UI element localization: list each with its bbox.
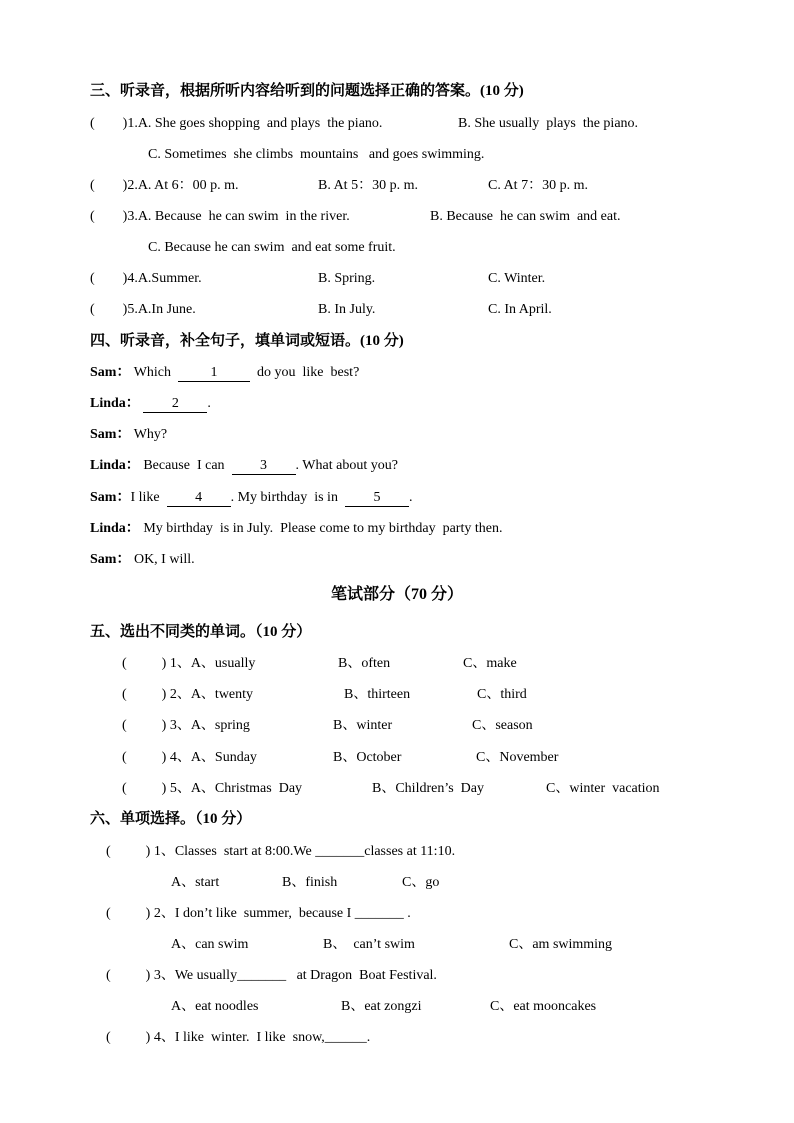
speaker-sam: Sam：	[90, 365, 131, 380]
q3-1-b: B. She usually plays the piano.	[458, 116, 639, 131]
q5-3-a: ( ) 3、A、spring	[122, 718, 250, 733]
q3-4-c: C. Winter.	[488, 271, 546, 286]
q5-1-c: C、make	[463, 656, 517, 671]
dialog-line-3	[90, 426, 167, 444]
dialog-text: do you like best?	[257, 365, 360, 380]
blank-1[interactable]: 1	[178, 365, 250, 382]
q5-2-c: C、third	[477, 687, 527, 702]
q5-3-c: C、season	[472, 718, 533, 733]
q5-1-b: B、often	[338, 656, 391, 671]
q6-4: ( ) 4、I like winter. I like snow,______.	[106, 1030, 371, 1045]
dialog-text: . My birthday is in	[230, 490, 338, 505]
q5-2-a: ( ) 2、A、twenty	[122, 687, 254, 702]
q3-5-a: ( )5.A.In June.	[90, 302, 196, 317]
dialog-line-1	[90, 364, 359, 382]
section5-heading: 五、选出不同类的单词。（10 分）	[90, 624, 312, 640]
q6-2-c: C、am swimming	[509, 937, 613, 952]
q6-3-b: B、eat zongzi	[341, 999, 422, 1014]
q6-2: ( ) 2、I don’t like summer, because I _______ .	[106, 906, 411, 921]
q3-3-a: ( )3.A. Because he can swim in the river.	[90, 209, 350, 224]
q5-4-b: B、October	[333, 750, 402, 765]
blank-2[interactable]: 2	[143, 396, 207, 413]
dialog-text: . What about you?	[295, 458, 398, 473]
q3-1-c: C. Sometimes she climbs mountains and goes swimming.	[148, 147, 485, 162]
speaker-linda: Linda：	[90, 458, 140, 473]
q5-5-a: ( ) 5、A、Christmas Day	[122, 781, 303, 796]
speaker-sam: Sam：	[90, 552, 131, 567]
q5-4-a: ( ) 4、A、Sunday	[122, 750, 257, 765]
q3-2-b: B. At 5：30 p. m.	[318, 178, 418, 193]
dialog-line-7	[90, 551, 195, 569]
q6-2-b: B、 can’t swim	[323, 937, 415, 952]
q6-3: ( ) 3、We usually_______ at Dragon Boat Festival.	[106, 968, 437, 983]
q5-3-b: B、winter	[333, 718, 393, 733]
speaker-linda: Linda：	[90, 521, 140, 536]
written-part-title: 笔试部分（70 分）	[330, 586, 463, 603]
q6-2-a: A、can swim	[171, 937, 249, 952]
q3-5-c: C. In April.	[488, 302, 552, 317]
q3-4-a: ( )4.A.Summer.	[90, 271, 202, 286]
dialog-line-2: Linda： 2 .	[90, 396, 211, 411]
q6-1-b: B、finish	[282, 875, 338, 890]
section3-heading: 三、听录音，根据所听内容给听到的问题选择正确的答案。(10 分)	[90, 83, 524, 99]
q3-2-a: ( )2.A. At 6：00 p. m.	[90, 178, 239, 193]
q5-2-b: B、thirteen	[344, 687, 411, 702]
q5-5-b: B、Children’s Day	[372, 781, 484, 796]
speaker-sam: Sam：	[90, 427, 131, 442]
q6-3-a: A、eat noodles	[171, 999, 259, 1014]
dialog-line-6	[90, 520, 502, 538]
speaker-linda: Linda：	[90, 396, 140, 411]
dialog-text: I like	[130, 490, 160, 505]
q3-2-c: C. At 7：30 p. m.	[488, 178, 588, 193]
dialog-text: Why?	[133, 427, 168, 442]
q6-1-a: A、start	[171, 875, 220, 890]
section4-heading: 四、听录音，补全句子，填单词或短语。(10 分)	[90, 333, 404, 349]
dialog-text: Because I can	[143, 458, 225, 473]
q3-4-b: B. Spring.	[318, 271, 376, 286]
q5-1-a: ( ) 1、A、usually	[122, 656, 256, 671]
q5-5-c: C、winter vacation	[546, 781, 660, 796]
q3-3-c: C. Because he can swim and eat some fruit.	[148, 240, 396, 255]
q6-1: ( ) 1、Classes start at 8:00.We _______classes at 11:10.	[106, 844, 456, 859]
q3-5-b: B. In July.	[318, 302, 376, 317]
q6-1-c: C、go	[402, 875, 440, 890]
blank-5[interactable]: 5	[345, 490, 409, 507]
dialog-text: Which	[133, 365, 172, 380]
speaker-sam: Sam：	[90, 490, 131, 505]
dialog-text: OK, I will.	[133, 552, 195, 567]
q3-3-b: B. Because he can swim and eat.	[430, 209, 621, 224]
dialog-text: My birthday is in July. Please come to my birthday party then.	[143, 521, 503, 536]
section6-heading: 六、单项选择。（10 分）	[90, 811, 252, 827]
q6-3-c: C、eat mooncakes	[490, 999, 597, 1014]
blank-3[interactable]: 3	[232, 458, 296, 475]
q3-1-a: ( )1.A. She goes shopping and plays the piano.	[90, 116, 383, 131]
q5-4-c: C、November	[476, 750, 559, 765]
dialog-line-4	[90, 457, 398, 475]
blank-4[interactable]: 4	[167, 490, 231, 507]
dialog-line-5: Sam：I like 4 . My birthday is in 5 .	[90, 490, 413, 505]
